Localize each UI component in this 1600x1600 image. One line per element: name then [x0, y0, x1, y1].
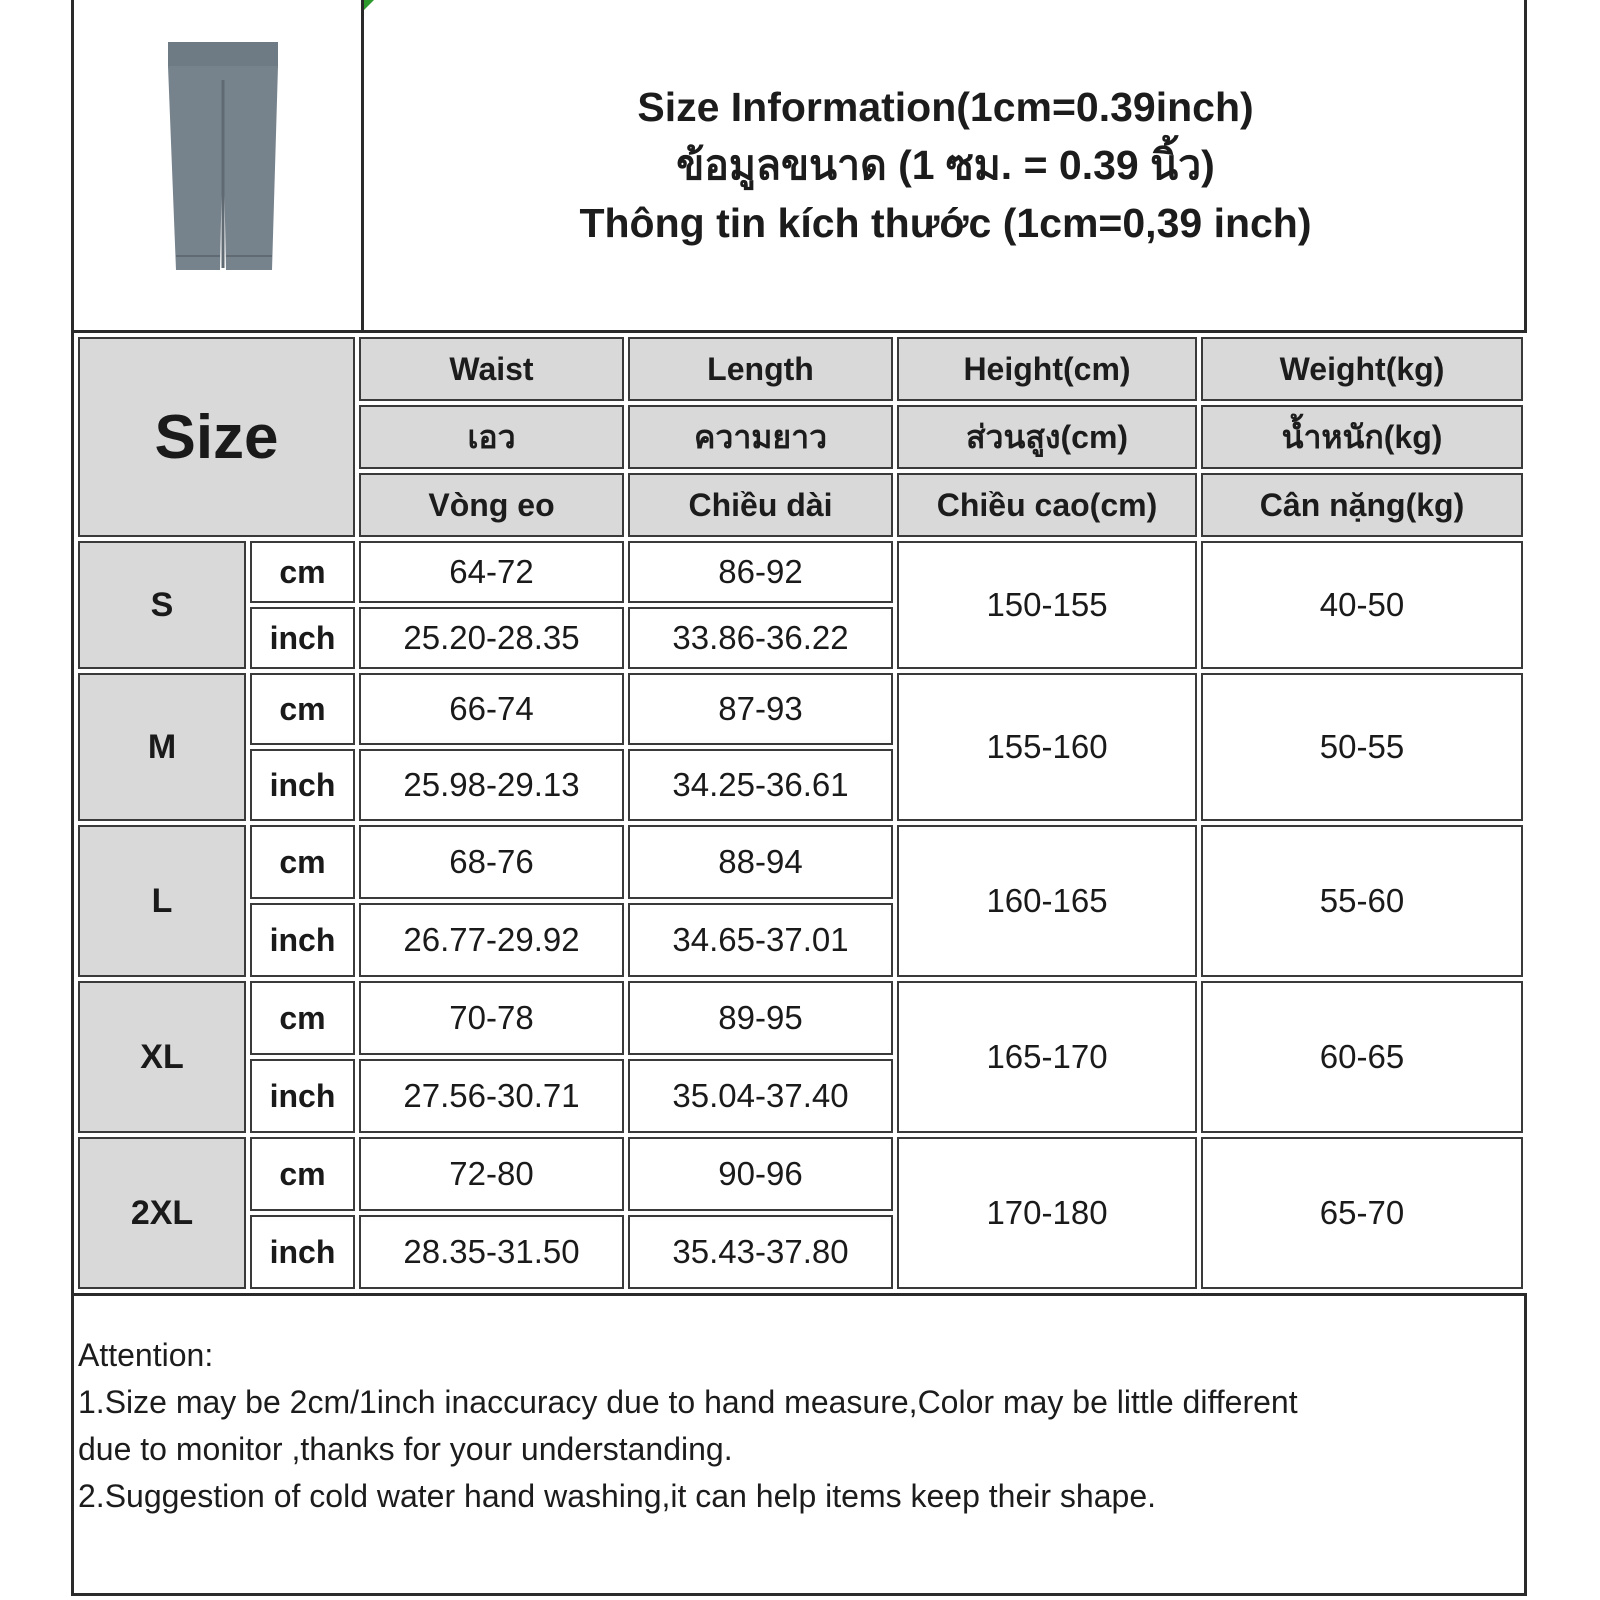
size-table	[74, 330, 1527, 1296]
table-row	[78, 1137, 1523, 1211]
length-inch: 34.25-36.61	[628, 749, 893, 821]
unit-inch: inch	[250, 1059, 355, 1133]
col-waist-en: Waist	[359, 337, 624, 401]
size-chart	[71, 0, 1527, 1596]
col-height-en: Height(cm)	[897, 337, 1197, 401]
col-length-vi: Chiều dài	[628, 473, 893, 537]
unit-inch: inch	[250, 1215, 355, 1289]
title-vietnamese: Thông tin kích thước (1cm=0,39 inch)	[579, 200, 1312, 246]
title-english: Size Information(1cm=0.39inch)	[637, 84, 1254, 130]
waist-cm: 70-78	[359, 981, 624, 1055]
waist-cm: 66-74	[359, 673, 624, 745]
weight-range: 55-60	[1201, 825, 1523, 977]
length-cm: 89-95	[628, 981, 893, 1055]
col-length-en: Length	[628, 337, 893, 401]
height-range: 170-180	[897, 1137, 1197, 1289]
size-header: Size	[78, 337, 355, 537]
length-inch: 35.04-37.40	[628, 1059, 893, 1133]
length-cm: 87-93	[628, 673, 893, 745]
length-inch: 35.43-37.80	[628, 1215, 893, 1289]
weight-range: 65-70	[1201, 1137, 1523, 1289]
length-cm: 88-94	[628, 825, 893, 899]
length-inch: 34.65-37.01	[628, 903, 893, 977]
unit-cm: cm	[250, 825, 355, 899]
table-row	[78, 673, 1523, 745]
waist-cm: 64-72	[359, 541, 624, 603]
col-waist-vi: Vòng eo	[359, 473, 624, 537]
table-row	[78, 981, 1523, 1055]
table-row	[78, 825, 1523, 899]
size-label: L	[78, 825, 246, 977]
unit-inch: inch	[250, 607, 355, 669]
size-label: S	[78, 541, 246, 669]
col-weight-en: Weight(kg)	[1201, 337, 1523, 401]
waist-inch: 27.56-30.71	[359, 1059, 624, 1133]
height-range: 165-170	[897, 981, 1197, 1133]
col-waist-th: เอว	[359, 405, 624, 469]
table-row	[78, 541, 1523, 603]
size-label: XL	[78, 981, 246, 1133]
waist-inch: 28.35-31.50	[359, 1215, 624, 1289]
attention-line-2: due to monitor ,thanks for your understanding.	[78, 1431, 733, 1467]
waist-inch: 26.77-29.92	[359, 903, 624, 977]
size-label: 2XL	[78, 1137, 246, 1289]
size-info-title	[364, 0, 1527, 330]
waist-inch: 25.98-29.13	[359, 749, 624, 821]
attention-heading: Attention:	[78, 1337, 214, 1373]
grey-pants-icon	[76, 40, 356, 290]
unit-inch: inch	[250, 903, 355, 977]
waist-inch: 25.20-28.35	[359, 607, 624, 669]
attention-line-1: 1.Size may be 2cm/1inch inaccuracy due to hand measure,Color may be little different	[78, 1384, 1298, 1420]
weight-range: 40-50	[1201, 541, 1523, 669]
attention-line-3: 2.Suggestion of cold water hand washing,it can help items keep their shape.	[78, 1478, 1156, 1514]
height-range: 150-155	[897, 541, 1197, 669]
unit-cm: cm	[250, 1137, 355, 1211]
unit-cm: cm	[250, 541, 355, 603]
weight-range: 50-55	[1201, 673, 1523, 821]
title-thai: ข้อมูลขนาด (1 ซม. = 0.39 นิ้ว)	[676, 142, 1215, 188]
col-weight-vi: Cân nặng(kg)	[1201, 473, 1523, 537]
waist-cm: 68-76	[359, 825, 624, 899]
waist-cm: 72-80	[359, 1137, 624, 1211]
attention-notes	[78, 1332, 1518, 1520]
weight-range: 60-65	[1201, 981, 1523, 1133]
col-weight-th: น้ำหนัก(kg)	[1201, 405, 1523, 469]
unit-inch: inch	[250, 749, 355, 821]
height-range: 155-160	[897, 673, 1197, 821]
height-range: 160-165	[897, 825, 1197, 977]
col-length-th: ความยาว	[628, 405, 893, 469]
product-photo	[74, 0, 364, 330]
length-cm: 86-92	[628, 541, 893, 603]
unit-cm: cm	[250, 673, 355, 745]
col-height-vi: Chiều cao(cm)	[897, 473, 1197, 537]
length-inch: 33.86-36.22	[628, 607, 893, 669]
size-label: M	[78, 673, 246, 821]
unit-cm: cm	[250, 981, 355, 1055]
col-height-th: ส่วนสูง(cm)	[897, 405, 1197, 469]
length-cm: 90-96	[628, 1137, 893, 1211]
